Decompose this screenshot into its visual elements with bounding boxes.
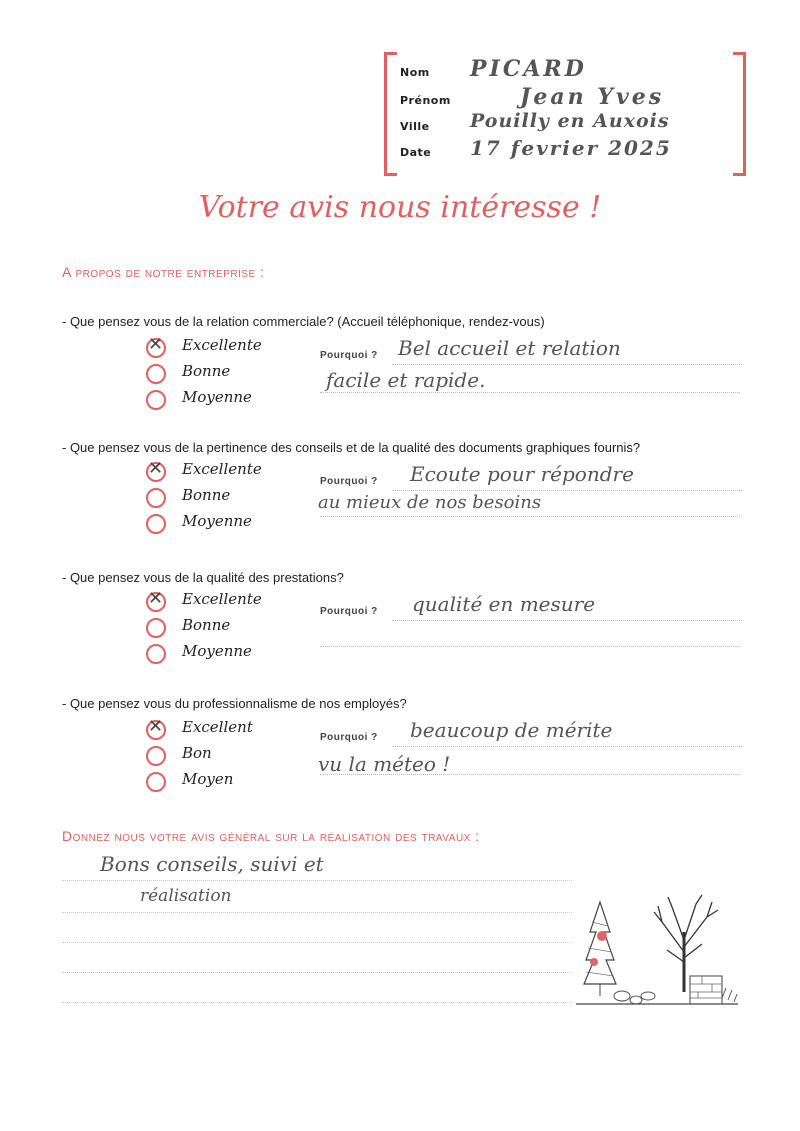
radio-circle[interactable] [146,746,166,766]
general-line [62,1002,572,1003]
check-mark-icon: ✕ [148,334,164,355]
answer-line [392,746,742,747]
answer-2-line-2: au mieux de nos besoins [318,492,542,513]
radio-circle[interactable] [146,488,166,508]
answer-line [392,490,742,491]
check-mark-icon: ✕ [148,588,164,609]
radio-circle[interactable] [146,514,166,534]
radio-circle[interactable] [146,644,166,664]
prenom-value: Jean Yves [520,84,665,110]
page-title: Votre avis nous intéresse ! [198,190,602,225]
nom-row [400,56,587,92]
prenom-row [400,84,665,120]
question-4-text: - Que pensez vous du professionnalisme de nos employés? [62,696,407,711]
bracket-left [384,52,397,176]
check-mark-icon: ✕ [148,458,164,479]
check-mark-icon: ✕ [148,716,164,737]
answer-line [320,646,740,647]
answer-2-line-1: Ecoute pour répondre [410,462,634,486]
radio-circle[interactable] [146,772,166,792]
radio-circle[interactable] [146,390,166,410]
question-3-text: - Que pensez vous de la qualité des prestations? [62,570,344,585]
answer-line [392,364,742,365]
section-company-heading: A propos de notre entreprise : [62,264,265,280]
identity-box [384,52,746,170]
answer-4-line-1: beaucoup de mérite [410,718,613,742]
why-label-4: Pourquoi ? [320,732,378,743]
section-general-heading: Donnez nous votre avis général sur la réalisation des travaux : [62,828,480,844]
answer-4-line-2: vu la méteo ! [318,752,451,776]
answer-line [320,392,740,393]
date-row [400,136,672,172]
answer-line [320,516,740,517]
question-1-text: - Que pensez vous de la relation commerciale? (Accueil téléphonique, rendez-vous) [62,314,545,329]
why-label-2: Pourquoi ? [320,476,378,487]
date-label: Date [400,146,432,159]
ville-value: Pouilly en Auxois [470,110,670,132]
ville-row [400,110,670,146]
ville-label: Ville [400,120,430,133]
general-answer-line-1: Bons conseils, suivi et [100,852,324,876]
nom-value: PICARD [470,56,587,82]
garden-tree-illustration-icon [572,892,742,1012]
question-2-text: - Que pensez vous de la pertinence des conseils et de la qualité des documents graphiques fournis? [62,440,641,455]
why-label-3: Pourquoi ? [320,606,378,617]
radio-circle[interactable] [146,618,166,638]
answer-1-line-2: facile et rapide. [326,368,486,392]
date-value: 17 fevrier 2025 [470,136,672,160]
general-line [62,972,572,973]
answer-1-line-1: Bel accueil et relation [398,336,621,360]
bracket-right [733,52,746,176]
nom-label: Nom [400,66,430,79]
general-line [62,912,572,913]
general-answer-line-2: réalisation [140,886,232,906]
prenom-label: Prénom [400,94,451,107]
why-label-1: Pourquoi ? [320,350,378,361]
radio-circle[interactable] [146,364,166,384]
general-line [62,880,572,881]
general-line [62,942,572,943]
answer-line [392,620,742,621]
answer-3-line-1: qualité en mesure [412,592,596,616]
